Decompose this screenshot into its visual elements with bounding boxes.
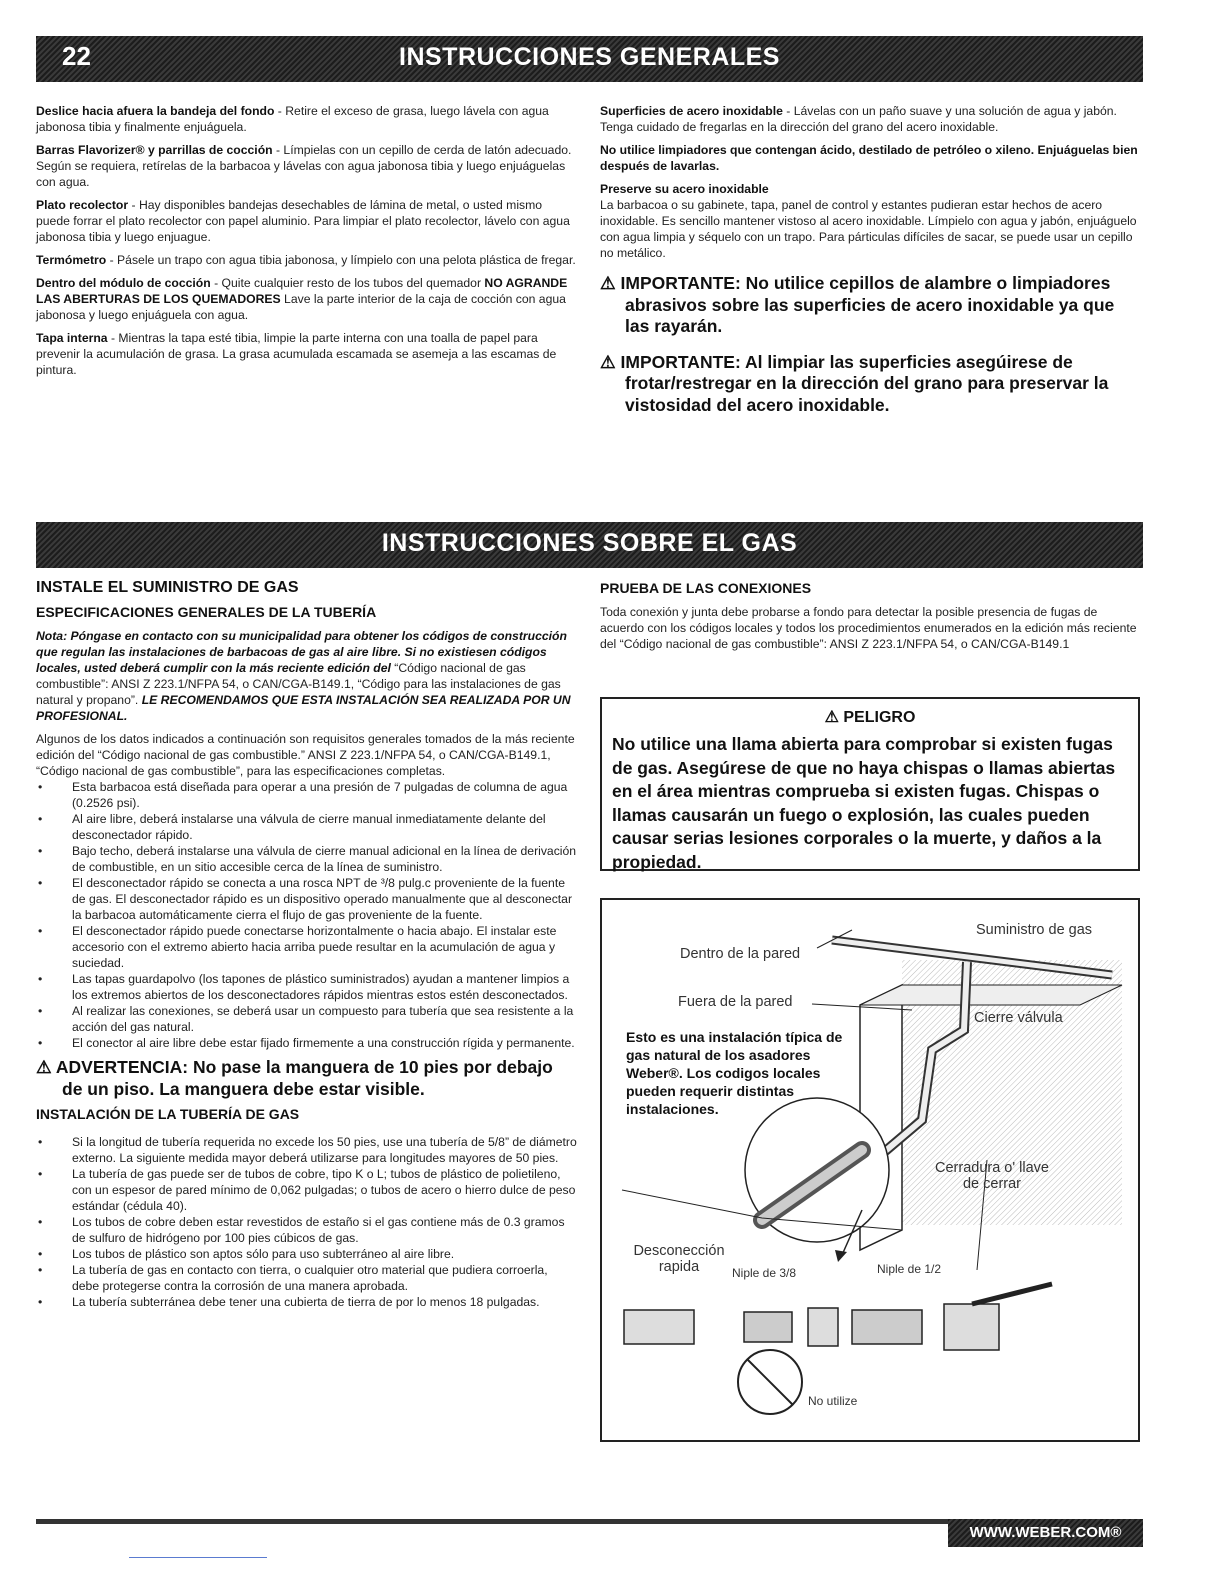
list-item: • La tubería de gas en contacto con tierra, o cualquier otro material que pudiera corroerla, debe protegerse contra la corrosión de una manera aprobada.	[36, 1262, 578, 1294]
paragraph-no-acid: No utilice limpiadores que contengan ácido, destilado de petróleo o xileno. Enjuáguelas bien después de lavarlas.	[600, 143, 1138, 173]
paragraph-note: Nota: Póngase en contacto con su municipalidad para obtener los códigos de construcción que regulan las instalaciones de barbacoas de gas al aire libre. Si no existiesen códigos locales, usted deberá cumplir con la más reciente edición del “Código nacional de gas combustible”: ANSI Z 223.1/NFPA 54, o CAN/CGA-B149.1, “Código para las instalaciones de gas natural y propano”. LE RECOMENDAMOS QUE ESTA INSTALACIÓN SEA REALIZADA POR UN PROFESIONAL.	[36, 629, 571, 723]
list-item: • La tubería de gas puede ser de tubos de cobre, tipo K o L; tubos de plástico de polietileno, con un espesor de pared mínimo de 0,062 pulgadas; o tubos de acero o hierro dulce de peso estándar (cédula 40).	[36, 1166, 578, 1214]
section-header-gas	[36, 522, 1143, 568]
heading-pipe-specs: ESPECIFICACIONES GENERALES DE LA TUBERÍA	[36, 604, 377, 620]
cleaning-instructions-right	[600, 103, 1140, 416]
cleaning-instructions-left	[36, 103, 576, 385]
footer-link-underline	[129, 1557, 267, 1558]
list-item: • Al aire libre, deberá instalarse una válvula de cierre manual inmediatamente delante del desconectador rápido.	[36, 811, 578, 843]
gas-instructions-left	[36, 580, 578, 1316]
important-note-1: ⚠ IMPORTANTE: No utilice cepillos de alambre o limpiadores abrasivos sobre las superficies de acero inoxidable ya que las rayarán.	[600, 273, 1115, 336]
label-nipple-3-8: Niple de 3/8	[732, 1266, 797, 1280]
paragraph-catch-pan: Plato recolector - Hay disponibles bandejas desechables de lámina de metal, o usted mismo puede forrar el plato recolector con papel aluminio. Para limpiar el plato recolector, lávelo con agua jabonosa tibia y luego enjuague.	[36, 198, 570, 244]
label-gas-supply: Suministro de gas	[976, 922, 1093, 938]
paragraph-flavorizer: Barras Flavorizer® y parrillas de cocción - Límpielas con un cepillo de cerda de latón adecuado. Según se requiera, retírelas de la barbacoa y lávelas con agua jabonosa tibia y luego enjuáguelas con agua.	[36, 143, 572, 189]
section-header-general	[36, 36, 1143, 82]
list-item: • Los tubos de plástico son aptos sólo para uso subterráneo al aire libre.	[36, 1246, 578, 1262]
list-item: • Si la longitud de tubería requerida no excede los 50 pies, use una tubería de 5/8” de diámetro externo. La siguiente medida mayor deberá utilizarse para longitudes mayores de 50 pies.	[36, 1134, 578, 1166]
list-item: • El conector al aire libre debe estar fijado firmemente a una construcción rígida y permanente.	[36, 1035, 578, 1051]
danger-box	[600, 697, 1140, 871]
paragraph-bottom-tray: Deslice hacia afuera la bandeja del fondo - Retire el exceso de grasa, luego lávela con agua jabonosa tibia y finalmente enjuáguela.	[36, 104, 549, 134]
paragraph-stainless: Superficies de acero inoxidable - Lávelas con un paño suave y una solución de agua y jabón. Tenga cuidado de fregarlas en la dirección del grano del acero inoxidable.	[600, 104, 1117, 134]
label-shutoff-valve: Cierre válvula	[974, 1010, 1063, 1026]
label-nipple-1-2: Niple de 1/2	[877, 1262, 942, 1276]
label-inside-wall: Dentro de la pared	[680, 946, 801, 962]
section-title-general: INSTRUCCIONES GENERALES	[399, 43, 780, 71]
paragraph-thermometer: Termómetro - Pásele un trapo con agua tibia jabonosa, y límpielo con una pelota plástica de fregar.	[36, 253, 576, 267]
install-bullet-list	[36, 1134, 578, 1310]
adapter-fitting	[808, 1308, 838, 1346]
shutoff-valve	[944, 1304, 999, 1350]
heading-install-supply: INSTALE EL SUMINISTRO DE GAS	[36, 579, 299, 596]
important-note-2: ⚠ IMPORTANTE: Al limpiar las superficies asegúirese de frotar/restregar en la dirección del grano para preservar la vistosidad del acero inoxidable.	[600, 351, 1109, 415]
label-quick-disconnect: Desconección rapida	[633, 1243, 725, 1275]
label-lock: Cerradura o' llave de cerrar	[935, 1160, 1049, 1192]
danger-body: No utilice una llama abierta para comprobar si existen fugas de gas. Asegúrese de que no haya chispas o llamas abiertas en el área mientras comprueba si existen fugas. Chispas o llamas causarán un fuego o explosión, las cuales pueden causar serias lesiones corporales o la muerte, y daños a la propiedad.	[612, 734, 1116, 872]
footer-website[interactable]: WWW.WEBER.COM®	[948, 1519, 1143, 1547]
paragraph-intro: Algunos de los datos indicados a continuación son requisitos generales tomados de la más reciente edición del “Código nacional de gas combustible.” ANSI Z 223.1/NFPA 54, o CAN/CGA-B149.1, “Código nacional de gas combustible”, para las especificaciones completas.	[36, 732, 575, 778]
heading-test-connections: PRUEBA DE LAS CONEXIONES	[600, 580, 812, 596]
list-item: • Bajo techo, deberá instalarse una válvula de cierre manual adicional en la línea de derivación de combustible, en un sitio accesible cerca de la línea de suministro.	[36, 843, 578, 875]
page-number: 22	[62, 41, 91, 71]
paragraph-preserve: Preserve su acero inoxidable La barbacoa o su gabinete, tapa, panel de control y estantes pudieran estar hechos de acero inoxidable. Es sencillo mantener vistoso al acero inoxidable. Límpielo con agua y jabón, enjuáguelo con agua limpia y séquelo con un trapo. Para párticulas difíciles de sacar, se puede usar un cepillo no metálico.	[600, 182, 1137, 260]
gas-installation-diagram	[600, 898, 1140, 1442]
list-item: • Los tubos de cobre deben estar revestidos de estaño si el gas contiene más de 0.3 gramos de sulfuro de hidrógeno por 100 pies cúbicos de gas.	[36, 1214, 578, 1246]
danger-heading: ⚠ PELIGRO	[824, 709, 916, 726]
nipple-3-8-fitting	[744, 1312, 792, 1342]
spec-bullet-list	[36, 779, 578, 1051]
paragraph-cook-box: Dentro del módulo de cocción - Quite cualquier resto de los tubos del quemador NO AGRANDE LAS ABERTURAS DE LOS QUEMADORES Lave la parte interior de la caja de cocción con agua jabonosa y luego enjuáguela con agua.	[36, 276, 568, 322]
list-item: • El desconectador rápido se conecta a una rosca NPT de ³/8 pulg.c proveniente de la fuente de gas. El desconectador rápido es un dispositivo operado manualmente que al desconectar la barbacoa automáticamente cierra el flujo de gas proveniente de la fuente.	[36, 875, 578, 923]
nipple-1-2-fitting	[852, 1310, 922, 1344]
list-item: • Al realizar las conexiones, se deberá usar un compuesto para tubería que sea resistente a la acción del gas natural.	[36, 1003, 578, 1035]
list-item: • La tubería subterránea debe tener una cubierta de tierra de por lo menos 18 pulgadas.	[36, 1294, 578, 1310]
heading-pipe-install: INSTALACIÓN DE LA TUBERÍA DE GAS	[36, 1106, 300, 1122]
wall-top	[860, 985, 1122, 1005]
warning-hose: ⚠ ADVERTENCIA: No pase la manguera de 10 pies por debajo de un piso. La manguera debe estar visible.	[36, 1057, 553, 1099]
list-item: • Esta barbacoa está diseñada para operar a una presión de 7 pulgadas de columna de agua (0.2526 psi).	[36, 779, 578, 811]
list-item: • El desconectador rápido puede conectarse horizontalmente o hacia abajo. El instalar este accesorio con el extremo abierto hacia arriba puede resultar en la acumulación de agua y suciedad.	[36, 923, 578, 971]
diagram-illustration	[602, 900, 1138, 1440]
list-item: • Las tapas guardapolvo (los tapones de plástico suministrados) ayudan a mantener limpios a los extremos abiertos de los desconectadores rápidos mientras estos estén desconectados.	[36, 971, 578, 1003]
label-no-use: No utilize	[808, 1394, 858, 1408]
diagram-note: Esto es una instalación típica de gas natural de los asadores Weber®. Los codigos locales pueden requerir distintas instalaciones.	[626, 1029, 843, 1117]
label-outside-wall: Fuera de la pared	[678, 994, 793, 1010]
quick-disconnect-fitting	[624, 1310, 694, 1344]
gas-instructions-right	[600, 580, 1140, 659]
valve-handle	[972, 1284, 1052, 1304]
paragraph-test: Toda conexión y junta debe probarse a fondo para detectar la posible presencia de fugas de acuerdo con los códigos locales y todos los procedimientos enumerados en la edición más reciente del “Código nacional de gas combustible”: ANSI Z 223.1/NFPA 54, o CAN/CGA-B149.1	[600, 605, 1137, 651]
paragraph-inner-lid: Tapa interna - Mientras la tapa esté tibia, limpie la parte interna con una toalla de papel para prevenir la acumulación de grasa. La grasa acumulada escamada se asemeja a las escamas de pintura.	[36, 331, 557, 377]
section-title-gas: INSTRUCCIONES SOBRE EL GAS	[381, 529, 798, 557]
